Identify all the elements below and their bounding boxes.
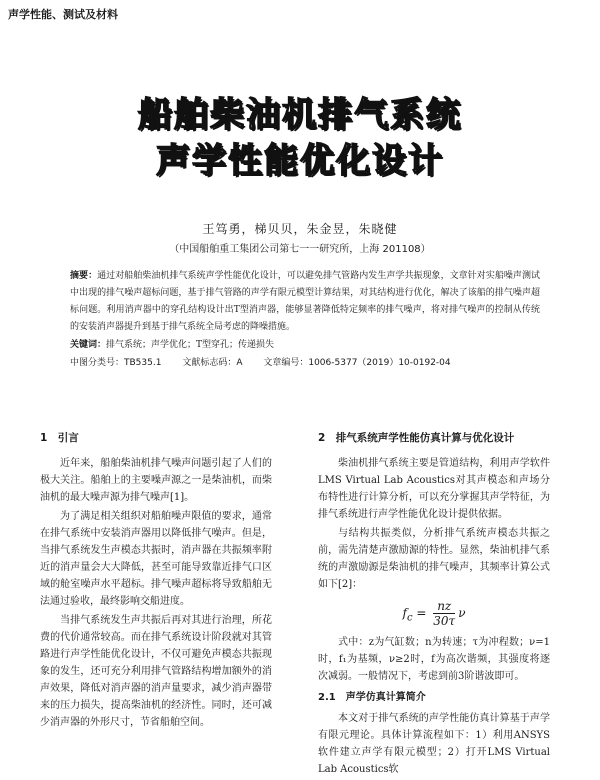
left-column [40, 430, 272, 733]
section-heading-simulation: 2 排气系统声学性能仿真计算与优化设计 [318, 432, 515, 444]
paragraph: 柴油机排气系统主要是管道结构，利用声学软件LMS Virtual Lab Acoustics对其声模态和声场分布特性进行计算分析，可以充分掌握其声学特征，为排气系统进行声学性能优化设计提供依据。 [318, 458, 550, 520]
classification-line [70, 355, 469, 368]
paragraph: 与结构共振类似，分析排气系统声模态共振之前，需先清楚声激励源的特性。显然，柴油机排气系统的声激励源是柴油机的排气噪声，其频率计算公式如下[2]： [318, 528, 550, 590]
article-number: 文章编号：1006-5377（2019）10-0192-04 [263, 358, 451, 368]
abstract [70, 268, 540, 336]
title-line-2: 声学性能优化设计 [156, 141, 444, 181]
keywords [70, 337, 274, 350]
equation-numerator: nz [433, 599, 455, 614]
title-line-1: 船舶柴油机排气系统 [138, 95, 462, 135]
keywords-label: 关键词： [70, 340, 107, 350]
paragraph: 近年来，船舶柴油机排气噪声问题引起了人们的极大关注。船舶上的主要噪声源之一是柴油机，而柴油机的最大噪声源为排气噪声[1]。 [40, 458, 272, 503]
equation-denominator: 30τ [433, 614, 456, 628]
section-heading-intro: 1 引言 [40, 432, 79, 444]
paper-title [0, 92, 600, 184]
affiliation: （中国船舶重工集团公司第七一一研究所，上海 201108） [169, 244, 431, 255]
frequency-equation: $f_c$ = $\frac{nz}{30\tau}$ ν [402, 599, 466, 628]
author-list: 王笃勇，梯贝贝，朱金昱，朱晓健 [202, 222, 398, 236]
equation-fraction [433, 599, 455, 628]
paragraph: 当排气系统发生声共振后再对其进行治理，所花费的代价通常较高。而在排气系统设计阶段就对其管路进行声学性能优化设计，不仅可避免声模态共振现象的发生，还可充分利用排气管路结构增加额外的消声效果，降低对消声器的消声量要求，减少消声器带来的压力损失，提高柴油机的经济性。同时，还可减少消声器的外形尺寸，节省船舶空间。 [40, 615, 272, 728]
abstract-label: 摘要： [70, 271, 98, 281]
paragraph: 本文对于排气系统的声学性能仿真计算基于声学有限元理论。具体计算流程如下：1）利用ANSYS软件建立声学有限元模型；2）打开LMS Virtual Lab Acoustics软 [318, 713, 550, 775]
equation-tail: ν [458, 606, 466, 620]
paragraph: 为了满足相关组织对船舶噪声限值的要求，通常在排气系统中安装消声器用以降低排气噪声。但是，当排气系统发生声模态共振时，消声器在共振频率附近的消声量会大大降低，甚至可能导致靠近排气口区域的舱室噪声水平超标。排气噪声超标将导致船舶无法通过验收，最终影响交船进度。 [40, 511, 272, 607]
abstract-text: 通过对船舶柴油机排气系统声学性能优化设计，可以避免排气管路内发生声学共振现象，文章针对实船噪声测试中出现的排气噪声超标问题，基于排气管路的声学有限元模型计算结果，对其结构进行优化，解决了该船的排气噪声超标问题。利用消声器中的穿孔结构设计出T型消声器，能够显著降低特定频率的排气噪声，将对排气噪声的控制从传统的安装消声器提升到基于排气系统全局考虑的降噪措施。 [70, 271, 540, 332]
running-header: 声学性能、测试及材料 [8, 8, 118, 21]
document-code: 文献标志码：A [182, 358, 243, 368]
subsection-heading: 2.1 声学仿真计算简介 [318, 692, 426, 703]
clc-number: 中图分类号：TB535.1 [70, 358, 162, 368]
equation-lhs: f [402, 606, 407, 620]
right-column [318, 430, 550, 780]
equation-lhs-sub: c [406, 612, 413, 624]
paragraph: 式中：z为气缸数；n为转速；τ为冲程数；ν=1时，f₁为基频，ν≥2时，f为高次谐频，其强度将逐次减弱。一般情况下，考虑到前3阶谐波即可。 [318, 637, 550, 682]
keywords-text: 排气系统；声学优化；T型穿孔；传递损失 [106, 340, 275, 350]
